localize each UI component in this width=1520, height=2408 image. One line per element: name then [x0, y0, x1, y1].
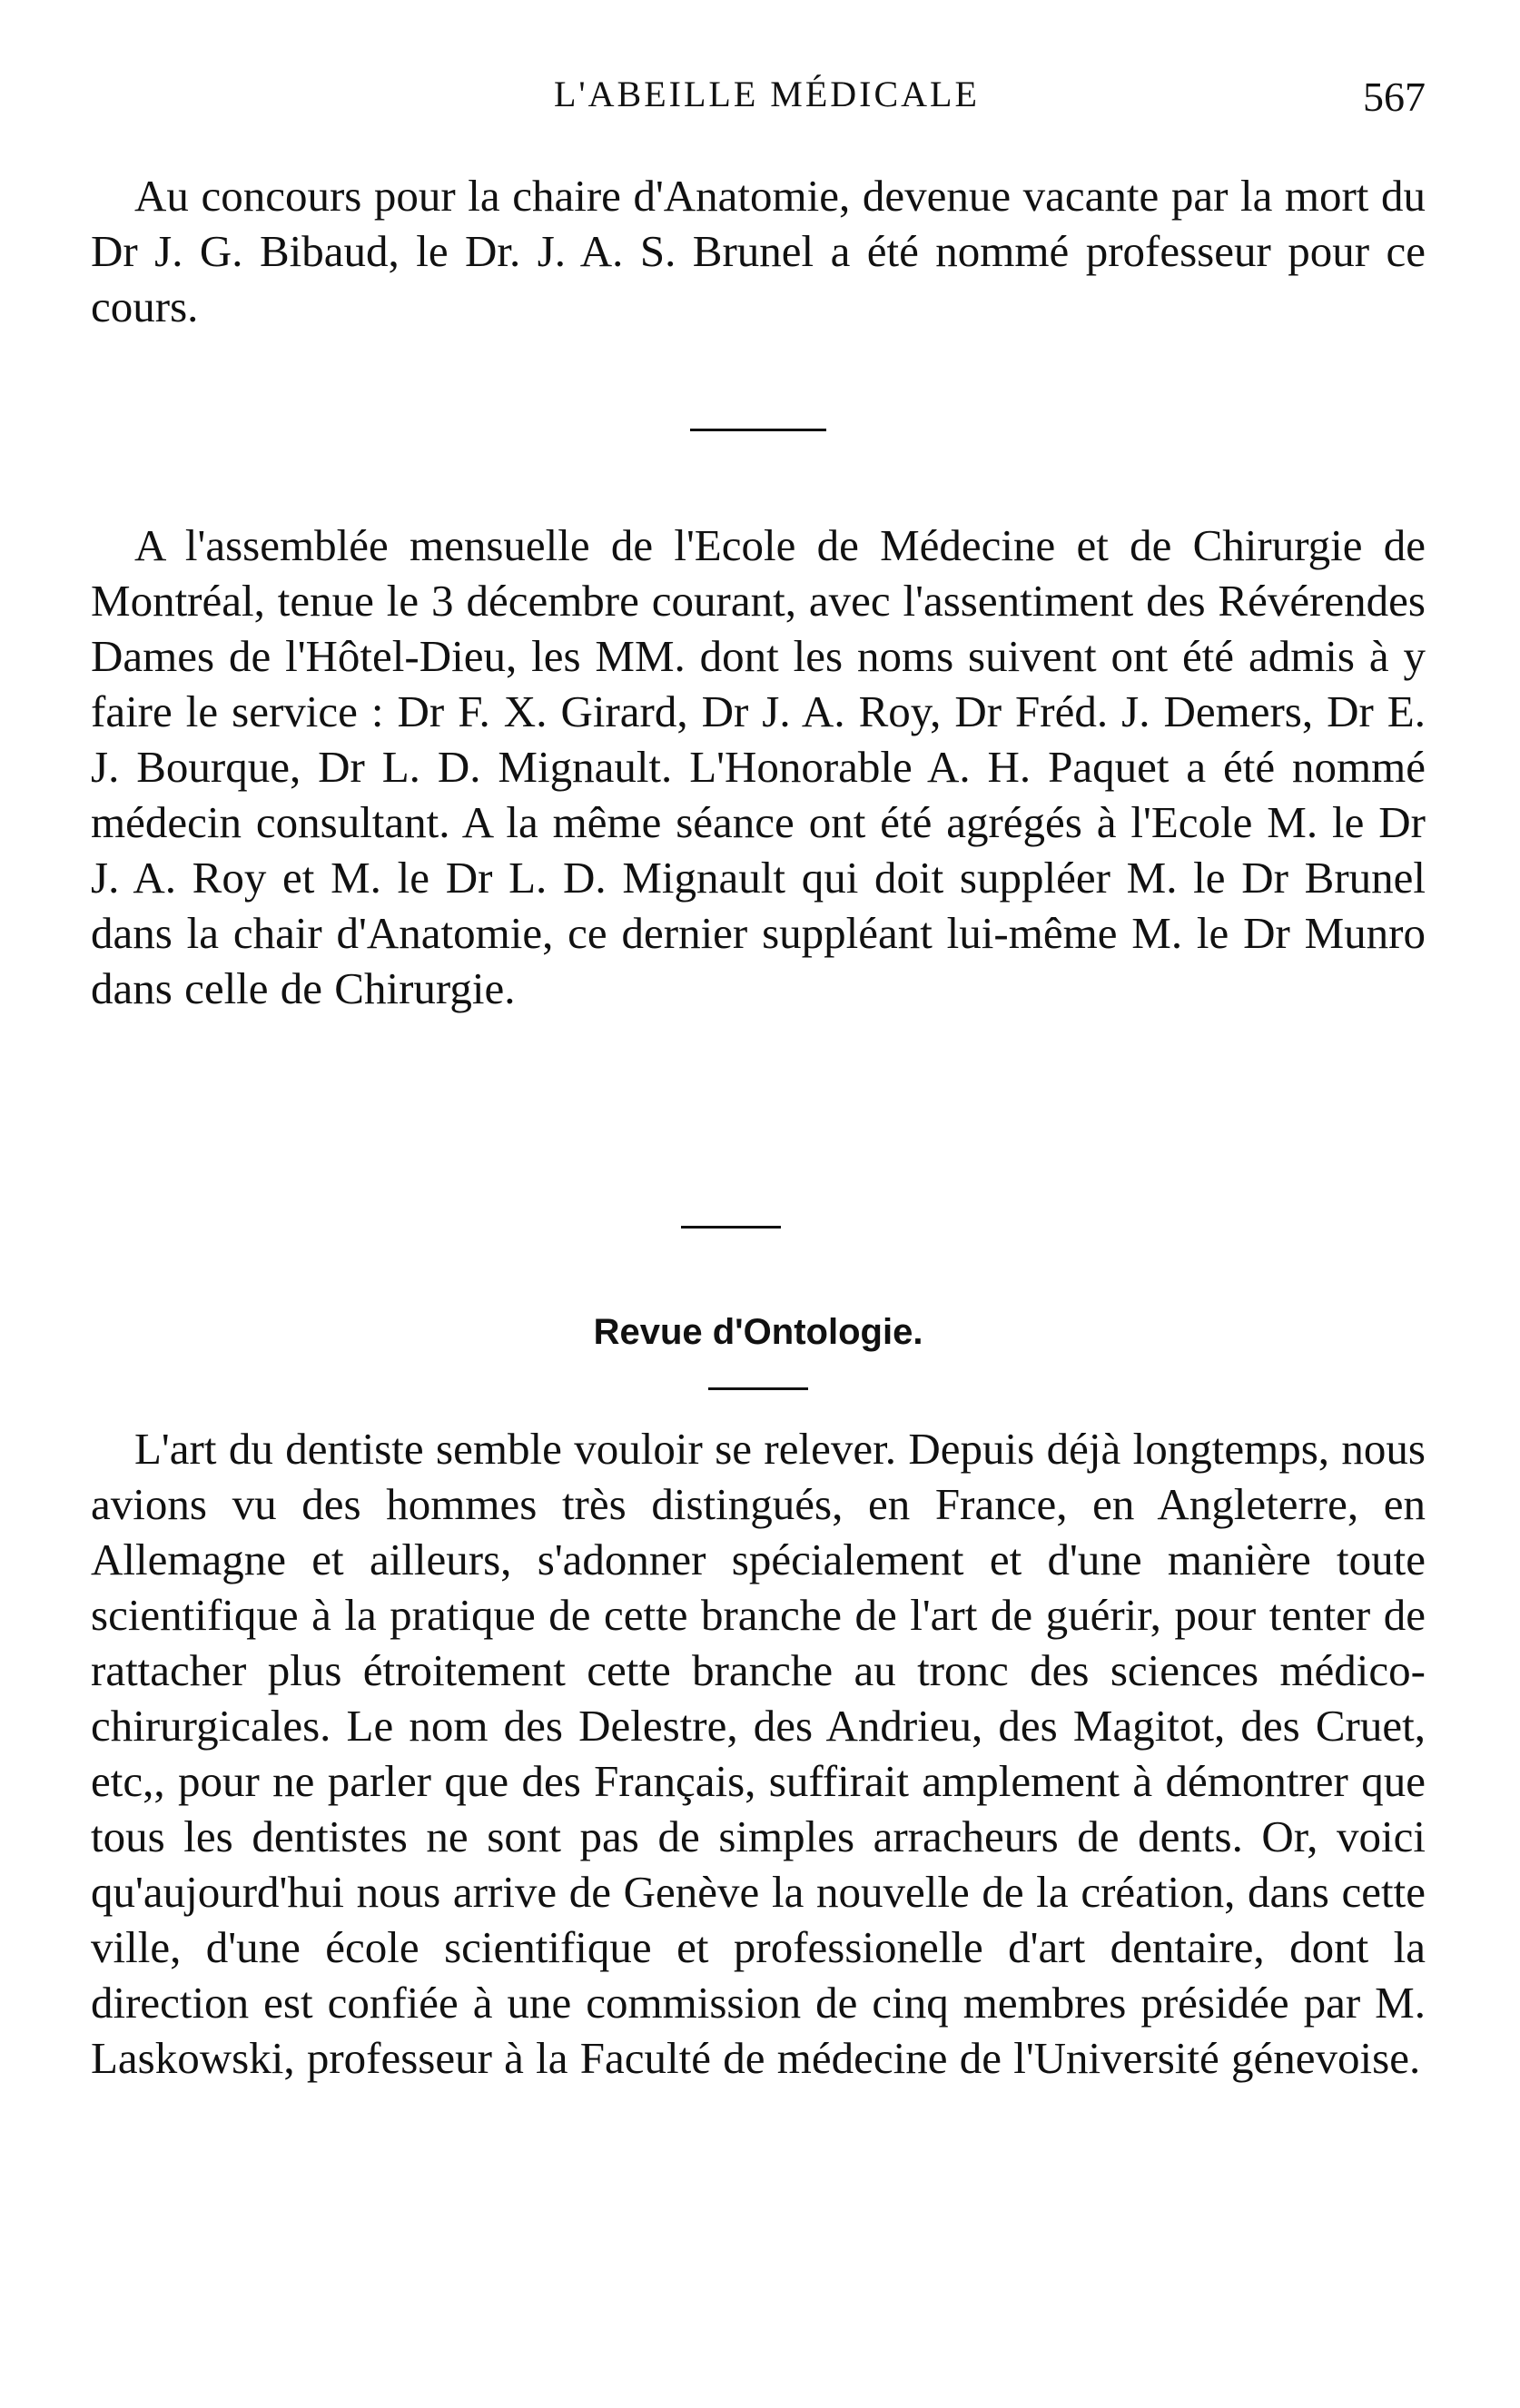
section-divider: [690, 429, 826, 431]
paragraph-anatomy-chair: Au concours pour la chaire d'Anatomie, devenue vacante par la mort du Dr J. G. Bibaud, le Dr. J. A. S. Brunel a été nommé professeur pour ce cours.: [91, 171, 1426, 331]
paragraph-dentistry: L'art du dentiste semble vouloir se relever. Depuis déjà longtemps, nous avions vu des hommes très distingués, en France, en Angleterre, en Allemagne et ailleurs, s'adonner spécialement et d'une manière toute scientifique à la pratique de cette branche de l'art de guérir, pour tenter de rattacher plus étroitement cette branche au tronc des sciences médico-chirurgicales. Le nom des Delestre, des Andrieu, des Magitot, des Cruet, etc,, pour ne parler que des Français, suffirait amplement à démontrer que tous les dentistes ne sont pas de simples arracheurs de dents. Or, voici qu'aujourd'hui nous arrive de Genève la nouvelle de la création, dans cette ville, d'une école scientifique et professionelle d'art dentaire, dont la direction est confiée à une commission de cinq membres présidée par M. Laskowski, professeur à la Faculté de médecine de l'Université génevoise.: [91, 1424, 1426, 2083]
paragraph-school-meeting: A l'assemblée mensuelle de l'Ecole de Médecine et de Chirurgie de Montréal, tenue le 3 décembre courant, avec l'assentiment des Révérendes Dames de l'Hôtel-Dieu, les MM. dont les noms suivent ont été admis à y faire le service : Dr F. X. Girard, Dr J. A. Roy, Dr Fréd. J. Demers, Dr E. J. Bourque, Dr L. D. Mignault. L'Honorable A. H. Paquet a été nommé médecin consultant. A la même séance ont été agrégés à l'Ecole M. le Dr J. A. Roy et M. le Dr L. D. Mignault qui doit suppléer M. le Dr Brunel dans la chair d'Anatomie, ce dernier suppléant lui-même M. le Dr Munro dans celle de Chirurgie.: [91, 520, 1426, 1013]
heading-underline: [708, 1387, 808, 1390]
running-title: L'ABEILLE MÉDICALE: [554, 74, 980, 114]
page-number: 567: [1363, 74, 1426, 120]
running-header: [91, 73, 1426, 127]
section-heading: Revue d'Ontologie.: [593, 1312, 923, 1352]
section-divider: [681, 1226, 781, 1229]
document-page: [91, 54, 1426, 2379]
